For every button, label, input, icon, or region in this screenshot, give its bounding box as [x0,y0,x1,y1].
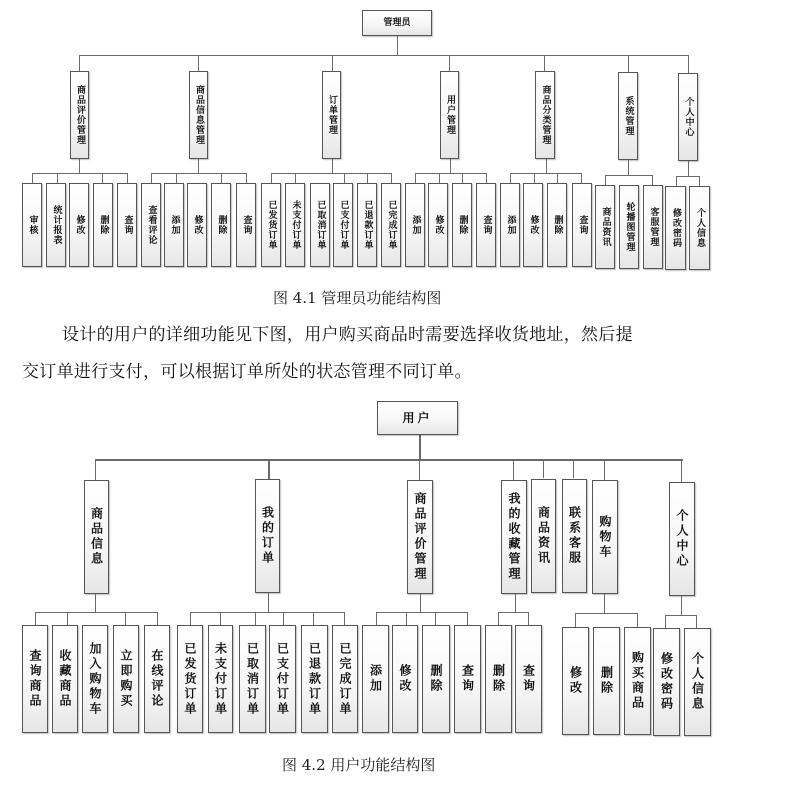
leaf-label: 修改 [74,215,85,235]
leaf-label: 已完成订单 [338,641,352,717]
leaf-label: 已完成订单 [386,200,397,250]
connector [510,173,511,183]
connector [271,173,392,174]
leaf-label: 添加 [505,215,516,235]
connector [221,173,222,183]
group-label: 个人中心 [683,97,694,137]
group-label: 我的收藏管理 [507,492,521,582]
leaf-box [144,625,170,733]
connector [637,613,638,627]
connector [498,612,499,625]
leaf-label: 轮播图管理 [624,202,635,252]
leaf-box [405,183,425,267]
connector [32,173,128,174]
connector [391,173,392,183]
connector [102,173,103,183]
leaf-box [187,183,207,267]
leaf-label: 个人信息 [695,208,705,248]
connector [435,612,436,625]
leaf-label: 已退款订单 [362,200,373,250]
leaf-label: 查询 [481,215,492,235]
leaf-box [665,186,686,270]
connector [332,55,333,71]
connector [190,612,191,625]
group-label: 商品评价管理 [75,85,85,145]
connector [95,459,96,480]
leaf-box [211,183,231,267]
leaf-box [595,185,615,269]
connector [605,175,653,176]
leaf-label: 个人信息 [690,652,705,712]
leaf-label: 已取消订单 [315,200,326,250]
leaf-box [52,625,78,733]
leaf-box [562,627,589,735]
group-label: 我的订单 [260,506,275,566]
group-label: 用户管理 [445,95,455,135]
leaf-label: 删除 [457,215,468,235]
group-label: 系统管理 [623,96,634,136]
group-box-system-mgmt [618,72,638,160]
connector [681,459,682,482]
leaf-label: 删除 [216,215,227,235]
connector [367,173,368,183]
leaf-label: 添加 [410,215,421,235]
leaf-box [261,183,281,267]
leaf-box [239,625,266,733]
leaf-box [164,183,184,267]
connector [419,435,421,460]
leaf-box [22,183,42,267]
leaf-label: 已取消订单 [245,641,260,717]
connector [688,55,689,73]
group-label: 商品分类管理 [540,85,551,145]
connector [575,613,576,627]
group-box-shopping-cart [592,480,618,594]
connector [220,612,221,625]
leaf-label: 查询 [241,215,252,235]
leaf-box [523,183,543,267]
leaf-label: 已发货订单 [266,200,277,250]
leaf-box [381,183,401,267]
leaf-label: 删除 [429,664,443,694]
connector [573,459,574,478]
connector [628,55,629,72]
leaf-box [515,625,542,733]
leaf-label: 未支付订单 [290,200,301,250]
leaf-box [113,625,139,733]
connector [344,173,345,183]
leaf-box [653,628,680,736]
connector [628,160,629,175]
connector [198,55,199,71]
group-box-favorites-mgmt [501,480,527,594]
leaf-label: 立即购买 [119,649,133,709]
leaf-box [310,183,330,267]
leaf-box [117,183,137,267]
group-box-my-orders [255,479,280,593]
connector [676,176,700,177]
leaf-box [500,183,520,267]
connector [544,55,545,71]
connector [543,459,544,478]
connector [35,612,36,625]
connector [157,612,158,625]
connector [498,612,529,613]
leaf-box [269,625,296,733]
leaf-label: 修改 [192,215,203,235]
leaf-box [485,625,512,733]
connector [271,173,272,183]
leaf-box [332,625,358,733]
connector [344,612,345,625]
leaf-box [301,625,328,733]
leaf-label: 查询 [521,664,536,694]
connector [255,612,256,625]
group-box-personal-center [669,482,695,596]
figure-2-caption: 图 4.2 用户功能结构图 [282,756,436,774]
connector [313,612,314,625]
group-box-personal-center [678,73,698,161]
connector [151,173,152,183]
leaf-label: 收藏商品 [58,649,72,709]
connector [406,612,407,625]
connector [190,612,345,613]
connector [125,612,126,625]
connector [676,176,677,186]
leaf-label: 查询 [460,664,475,694]
leaf-label: 购买商品 [630,651,645,711]
group-box-product-news [531,479,556,593]
body-paragraph-line2: 交订单进行支付，可以根据订单所处的状态管理不同订单。 [22,362,472,382]
leaf-label: 修改 [568,666,583,696]
leaf-label: 删除 [552,215,563,235]
group-label: 商品资讯 [536,506,551,566]
group-box-category-mgmt [535,71,555,159]
connector [439,173,440,183]
connector [79,55,80,71]
leaf-label: 已支付订单 [275,641,290,717]
connector [467,612,468,625]
leaf-box [141,183,161,267]
leaf-box [547,183,567,267]
leaf-label: 已支付订单 [338,200,349,250]
connector [376,612,468,613]
leaf-label: 未支付订单 [213,641,228,717]
group-box-product-info-mgmt [189,71,208,159]
connector [246,173,247,183]
root-user-box [377,401,458,435]
connector [699,176,700,186]
connector [95,459,683,461]
connector [510,173,582,174]
connector [528,612,529,625]
group-box-review-mgmt [407,480,433,594]
connector [450,159,451,173]
connector [332,159,333,173]
connector [513,459,514,480]
leaf-label: 查询 [577,215,588,235]
connector [415,173,416,183]
leaf-box [362,625,389,733]
leaf-label: 修改密码 [671,208,681,248]
leaf-box [82,625,108,733]
leaf-label: 已发货订单 [183,641,197,717]
group-label: 商品信息 [89,507,104,567]
leaf-label: 查询 [122,215,133,235]
leaf-label: 修改 [398,664,412,694]
leaf-label: 加入购物车 [88,641,102,717]
leaf-label: 删除 [599,666,614,696]
group-box-order-mgmt [322,71,341,159]
leaf-label: 修改 [433,215,444,235]
connector [127,173,128,183]
leaf-label: 统计报表 [51,205,62,245]
connector [534,173,535,183]
leaf-box [476,183,496,267]
connector [604,459,605,480]
leaf-label: 添加 [169,215,180,235]
body-paragraph-line1: 设计的用户的详细功能见下图，用户购买商品时需要选择收货地址，然后提 [62,325,633,345]
leaf-box [619,185,639,269]
leaf-label: 删除 [491,664,506,694]
connector [557,173,558,183]
connector [151,173,247,174]
connector [268,593,269,612]
leaf-box [93,183,113,267]
connector [581,173,582,183]
leaf-box [422,625,450,733]
connector [652,175,653,185]
connector [688,161,689,176]
root-admin-box [362,10,432,36]
connector [449,55,450,71]
leaf-box [684,628,711,736]
connector [681,596,682,615]
connector [67,612,68,625]
leaf-label: 商品资讯 [600,207,611,247]
connector [462,173,463,183]
connector [696,615,697,628]
leaf-label: 添加 [368,664,383,694]
connector [665,615,666,628]
leaf-box [285,183,305,267]
leaf-box [46,183,66,267]
leaf-box [357,183,377,267]
connector [35,612,158,613]
connector [604,594,605,613]
connector [95,594,96,612]
connector [79,159,80,173]
leaf-label: 查询商品 [28,649,42,709]
leaf-label: 删除 [98,215,109,235]
connector [176,173,177,183]
leaf-box [572,183,592,267]
connector [415,173,487,174]
group-label: 订单管理 [327,95,337,135]
root-label: 管理员 [383,17,411,28]
leaf-box [208,625,233,733]
connector [57,173,58,183]
leaf-box [689,186,710,270]
connector [665,615,697,616]
connector [575,613,638,614]
group-label: 商品评价管理 [413,492,427,582]
group-box-user-mgmt [440,71,459,159]
connector [419,459,420,480]
group-box-review-mgmt [70,71,89,159]
connector [268,459,270,480]
leaf-box [392,625,418,733]
leaf-box [236,183,256,267]
leaf-box [593,627,620,735]
group-label: 购物车 [598,514,612,560]
leaf-box [333,183,353,267]
connector [605,175,606,185]
leaf-box [428,183,448,267]
leaf-box [69,183,89,267]
leaf-label: 客服管理 [648,207,659,247]
figure-1-caption: 图 4.1 管理员功能结构图 [273,289,442,307]
connector [486,173,487,183]
connector [515,594,516,612]
leaf-label: 审核 [27,215,38,235]
connector [79,55,689,56]
connector [295,173,296,183]
leaf-box [22,625,48,733]
group-box-contact-service [562,479,587,593]
group-label: 联系客服 [567,506,582,566]
connector [397,36,398,56]
root-label: 用户 [402,411,433,425]
connector [546,159,547,173]
leaf-label: 修改 [528,215,539,235]
connector [376,612,377,625]
leaf-box [452,183,472,267]
leaf-label: 查看评论 [146,205,157,245]
leaf-label: 修改密码 [659,652,674,712]
leaf-box [643,185,663,269]
leaf-box [624,627,651,735]
connector [420,594,421,612]
connector [283,612,284,625]
leaf-label: 已退款订单 [307,641,322,717]
group-box-product-info [84,480,109,594]
connector [198,159,199,173]
leaf-label: 在线评论 [150,649,164,709]
group-label: 商品信息管理 [194,85,204,145]
group-label: 个人中心 [675,509,689,569]
leaf-box [177,625,203,733]
connector [32,173,33,183]
leaf-box [454,625,481,733]
